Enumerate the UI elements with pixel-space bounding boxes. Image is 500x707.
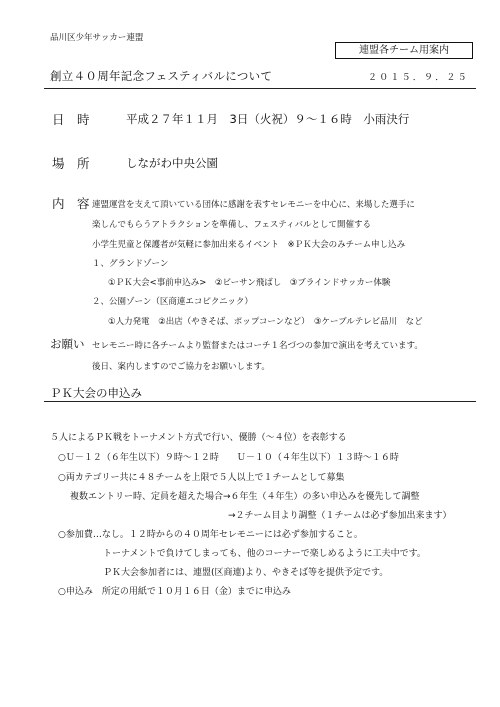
schedule-value: 平成２７年１１月 3日（火祝）９～１６時 小雨決行 [126, 112, 410, 126]
content-line: 楽しんでもらうアトラクションを準備し、フェスティバルとして開催する [92, 220, 372, 230]
document-title: 創立４０周年記念フェスティバルについて [50, 69, 273, 83]
content-line: ①人力発電 ②出店（やきそば、ポップコーンなど） ③ケーブルテレビ品川 など [108, 317, 423, 327]
document-date: ２０１５．９．２５ [368, 73, 469, 83]
request-line: セレモニー時に各チームより監督またはコーチ１名づつの参加で演出を考えています。 [92, 341, 423, 351]
request-label: お願い [50, 337, 85, 351]
schedule-label: 日 時 [52, 112, 90, 127]
content-line: １、グランドゾーン [92, 259, 169, 269]
audience-badge: 連盟各チーム用案内 [335, 42, 473, 59]
pk-line: ○申込み 所定の用紙で１０月１６日（金）までに申込み [58, 587, 291, 597]
pk-heading-underline [44, 401, 476, 402]
content-label: 内 容 [52, 196, 90, 211]
content-line: ①ＰＫ大会<事前申込み> ②ビーサン飛ばし ③ブラインドサッカー体験 [108, 278, 391, 288]
organization-name: 品川区少年サッカー連盟 [50, 33, 144, 43]
pk-heading: ＰＫ大会の申込み [50, 386, 142, 400]
pk-line: トーナメントで負けてしまっても、他のコーナーで楽しめるように工夫中です。 [103, 549, 426, 559]
pk-line: →２チーム目より調整（１チームは必ず参加出来ます） [228, 511, 452, 521]
content-line: ２、公園ゾーン（区商連エコピクニック） [92, 297, 253, 307]
place-value: しながわ中央公園 [126, 156, 218, 170]
pk-line: ＰＫ大会参加者には、連盟(区商連)より、やきそば等を提供予定です。 [103, 568, 389, 578]
place-label: 場 所 [52, 156, 90, 171]
pk-line: ○参加費…なし。１２時からの４０周年セレモニーには必ず参加すること。 [58, 530, 363, 540]
pk-line: 複数エントリー時、定員を超えた場合→６年生（４年生）の多い申込みを優先して調整 [70, 492, 420, 502]
content-line: 連盟運営を支えて頂いている団体に感謝を表すセレモニーを中心に、来場した選手に [92, 200, 415, 210]
title-underline [44, 88, 476, 89]
request-line: 後日、案内しますのでご協力をお願いします。 [92, 362, 270, 372]
content-line: 小学生児童と保護者が気軽に参加出来るイベント ※ＰＫ大会のみチーム申し込み [92, 240, 406, 250]
pk-line: ○両カテゴリー共に４８チームを上限で５人以上で１チームとして募集 [58, 473, 345, 483]
pk-line: ５人によるＰＫ戦をトーナメント方式で行い、優勝（～４位）を表彰する [50, 433, 347, 443]
pk-line: ○Ｕ－１２（６年生以下）９時～１２時 Ｕ－１０（４年生以下）１３時～１６時 [58, 453, 399, 463]
